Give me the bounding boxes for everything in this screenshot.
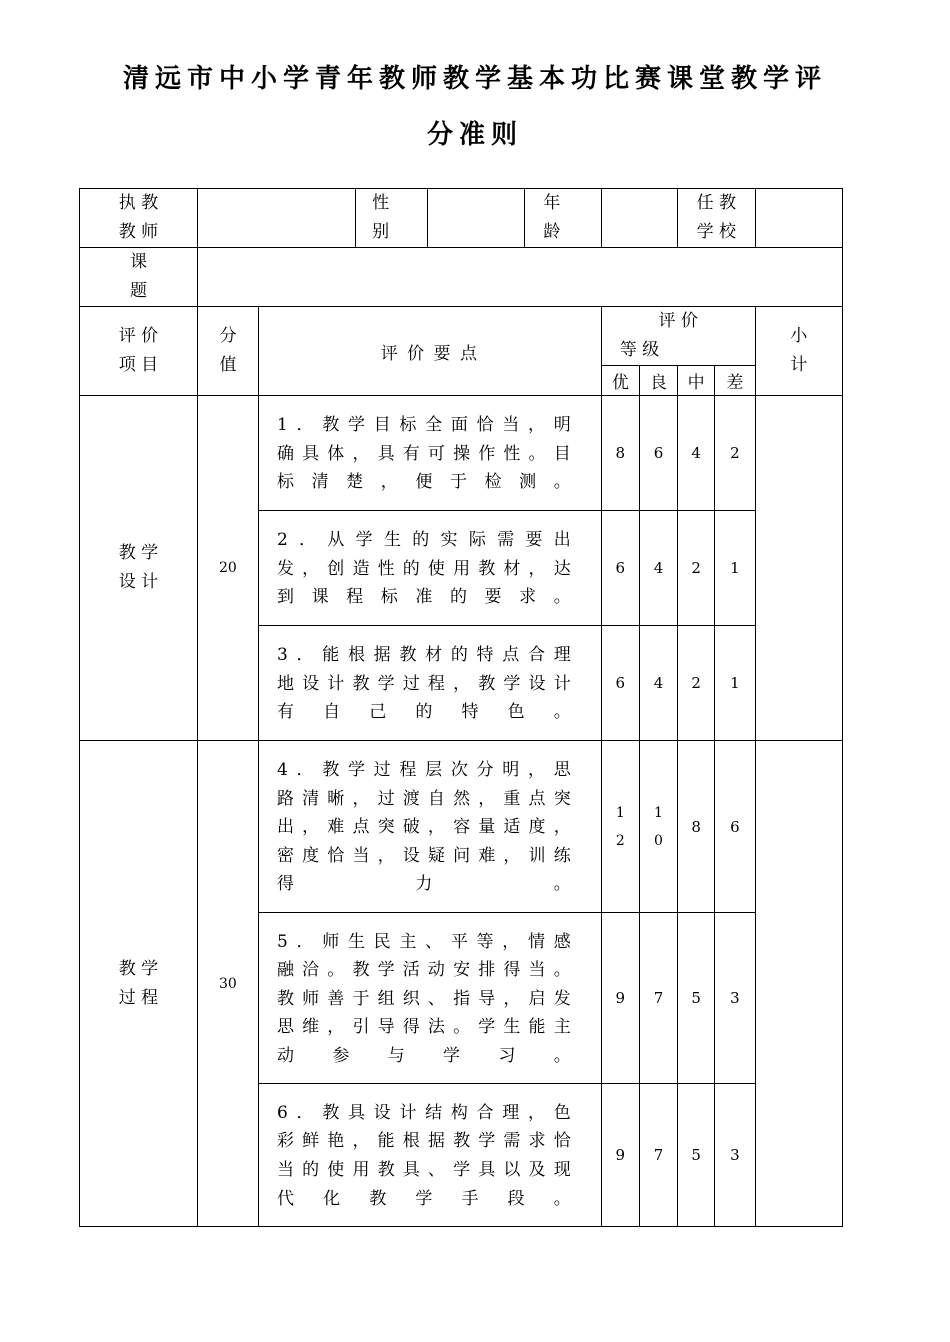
school-label: 任 教 学 校 — [678, 189, 755, 248]
grade-poor: 3 — [715, 1084, 755, 1227]
grade-good: 4 — [639, 626, 677, 741]
grade-medium: 5 — [678, 913, 715, 1084]
age-label: 年 龄 — [525, 189, 601, 248]
grade-excellent: 8 — [601, 396, 639, 511]
topic-label: 课 题 — [80, 248, 198, 307]
page-title-continued: 分准则 — [426, 120, 523, 150]
grade-excellent: 9 — [601, 1084, 639, 1227]
teacher-info-row — [80, 189, 843, 248]
grade-good: 7 — [639, 913, 677, 1084]
page-title: 清远市中小学青年教师教学基本功比赛课堂教学评 — [122, 64, 827, 94]
criterion-text: 3．能根据教材的特点合理地设计教学过程，教学设计有自己的特色。 — [259, 626, 602, 741]
grade-poor-header: 差 — [715, 366, 755, 396]
grade-good: 7 — [639, 1084, 677, 1227]
grade-poor: 3 — [715, 913, 755, 1084]
grade-excellent: 1 2 — [601, 741, 639, 913]
grade-medium: 2 — [678, 511, 715, 626]
gender-field[interactable] — [428, 189, 525, 248]
criterion-row — [80, 741, 843, 913]
section-score: 20 — [197, 396, 258, 741]
grade-poor: 1 — [715, 511, 755, 626]
grade-medium-header: 中 — [678, 366, 715, 396]
grade-poor: 1 — [715, 626, 755, 741]
subtotal-cell[interactable] — [755, 396, 842, 741]
subtotal-header: 小 计 — [755, 307, 842, 396]
school-field[interactable] — [755, 189, 842, 248]
criterion-text: 2．从学生的实际需要出发，创造性的使用教材，达到课程标准的要求。 — [259, 511, 602, 626]
grade-excellent-header: 优 — [601, 366, 639, 396]
section-name: 教 学 过 程 — [80, 741, 198, 1227]
topic-field[interactable] — [197, 248, 842, 307]
grade-good-header: 良 — [639, 366, 677, 396]
gender-label: 性 别 — [356, 189, 428, 248]
item-header: 评 价 项 目 — [80, 307, 198, 396]
grade-excellent: 9 — [601, 913, 639, 1084]
grade-good: 1 0 — [639, 741, 677, 913]
section-name: 教 学 设 计 — [80, 396, 198, 741]
grade-medium: 4 — [678, 396, 715, 511]
rating-header: 评 价 等 级 — [601, 307, 755, 366]
teacher-label: 执 教 教 师 — [80, 189, 198, 248]
topic-row — [80, 248, 843, 307]
criterion-text: 5．师生民主、平等，情感融洽。教学活动安排得当。教师善于组织、指导，启发思维，引导得法。学生能主动参与学习。 — [259, 913, 602, 1084]
criterion-row — [80, 396, 843, 511]
grade-good: 4 — [639, 511, 677, 626]
grade-good: 6 — [639, 396, 677, 511]
score-header: 分 值 — [197, 307, 258, 396]
grade-medium: 8 — [678, 741, 715, 913]
grade-poor: 2 — [715, 396, 755, 511]
criterion-text: 6．教具设计结构合理，色彩鲜艳，能根据教学需求恰当的使用教具、学具以及现代化教学手段。 — [259, 1084, 602, 1227]
grade-poor: 6 — [715, 741, 755, 913]
criterion-text: 4．教学过程层次分明，思路清晰，过渡自然，重点突出，难点突破，容量适度，密度恰当，设疑问难，训练得力。 — [259, 741, 602, 913]
age-field[interactable] — [601, 189, 677, 248]
teacher-name-field[interactable] — [197, 189, 355, 248]
grade-excellent: 6 — [601, 511, 639, 626]
subtotal-cell[interactable] — [755, 741, 842, 1227]
grade-medium: 5 — [678, 1084, 715, 1227]
grade-medium: 2 — [678, 626, 715, 741]
column-header-row — [80, 307, 843, 366]
section-score: 30 — [197, 741, 258, 1227]
criterion-text: 1．教学目标全面恰当，明确具体，具有可操作性。目标清楚，便于检测。 — [259, 396, 602, 511]
points-header: 评 价 要 点 — [259, 307, 602, 396]
evaluation-table — [79, 188, 843, 1227]
grade-excellent: 6 — [601, 626, 639, 741]
